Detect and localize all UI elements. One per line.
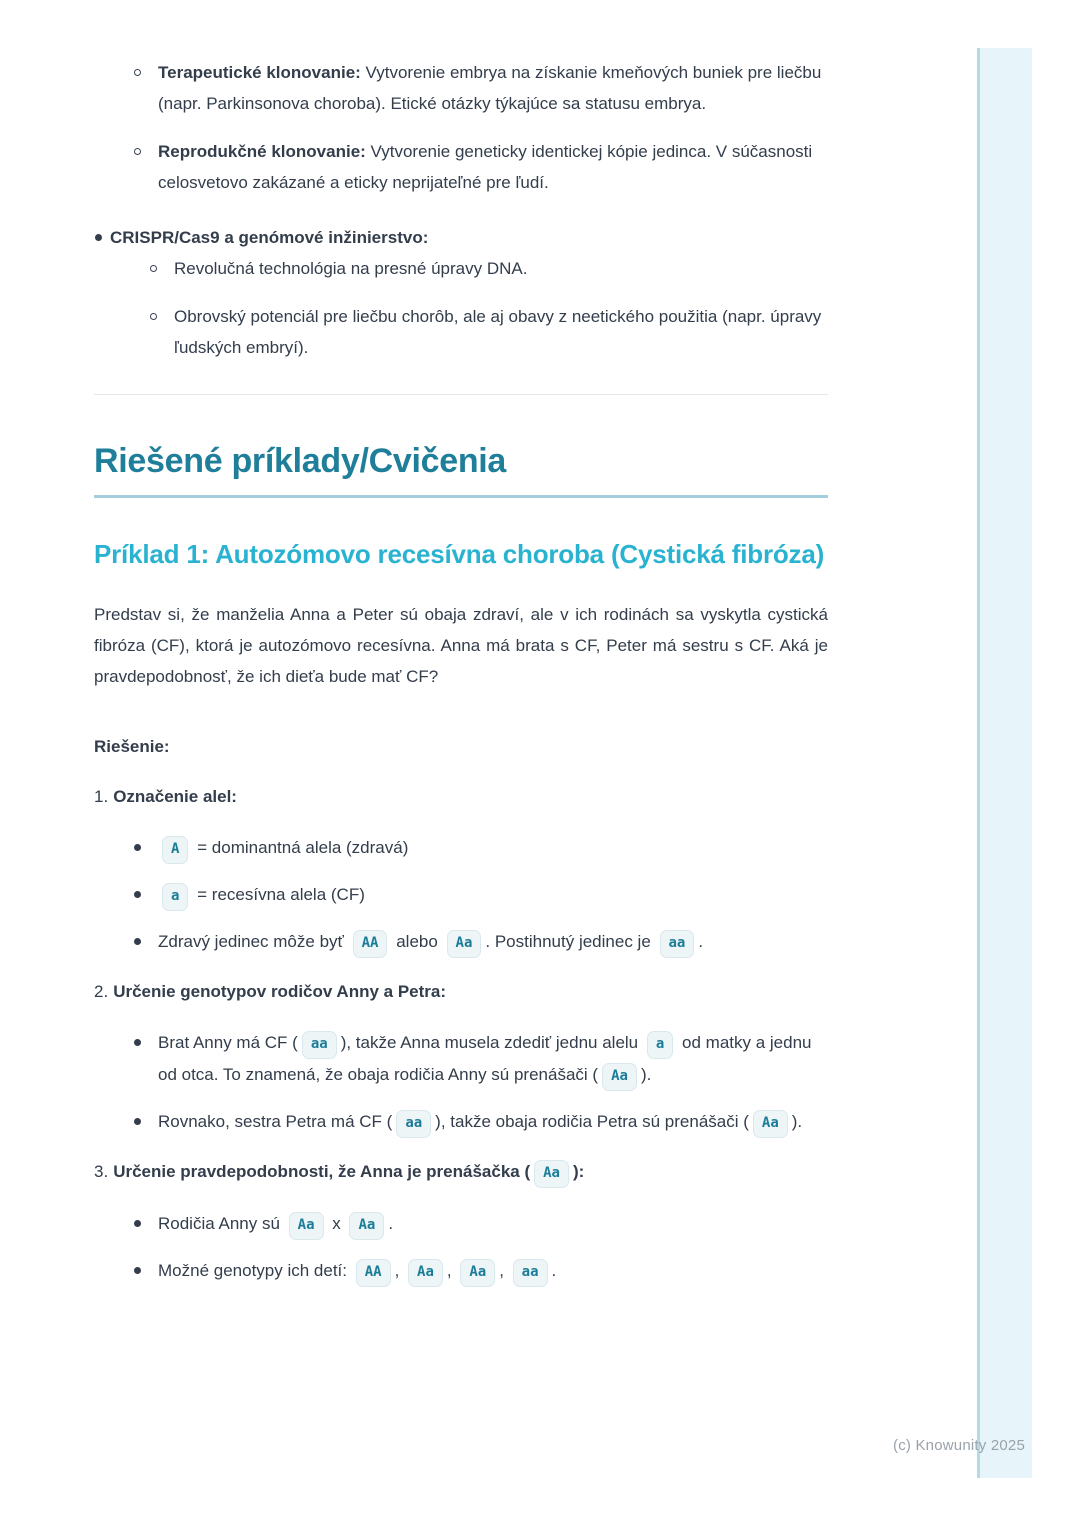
list-item-text: A = dominantná alela (zdravá) (158, 838, 408, 857)
cloning-types-list (94, 57, 828, 198)
bold-text: ): (572, 1162, 585, 1181)
solution-label: Riešenie: (94, 737, 170, 756)
genotype-code-badge: AA (353, 930, 388, 958)
solution-step-1 (94, 781, 828, 958)
step-2-bullets (94, 1027, 828, 1138)
example1-intro-paragraph: Predstav si, že manželia Anna a Peter sú obaja zdraví, ale v ich rodinách sa vyskytla cystická fibróza (CF), ktorá je autozómovo recesívna. Anna má brata s CF, Peter má sestru s CF. Aká je pravdepodobnosť, že ich dieťa bude mať CF? (94, 605, 828, 686)
list-item-text: Brat Anny má CF ( aa ), takže Anna musela zdediť jednu alelu a od matky a jednu od otca. To znamená, že obaja rodičia Anny sú prenášači ( Aa ). (158, 1033, 812, 1084)
list-item-text: Rodičia Anny sú Aa x Aa . (158, 1214, 393, 1233)
genotype-code-badge: Aa (602, 1063, 637, 1091)
section-divider (94, 394, 828, 395)
list-item (94, 1027, 828, 1091)
disc-bullet-icon (134, 1039, 141, 1046)
bold-text: Terapeutické klonovanie: (158, 63, 361, 82)
genotype-code-badge: Aa (447, 930, 482, 958)
list-item (94, 1106, 828, 1138)
circle-bullet-icon (134, 148, 141, 155)
bold-text: Označenie alel: (113, 787, 237, 806)
bold-text: Určenie genotypov rodičov Anny a Petra: (113, 982, 447, 1001)
step-1-title (94, 781, 828, 812)
copyright-notice: (c) Knowunity 2025 (893, 1437, 1026, 1454)
list-item-therapeutic-cloning (94, 57, 828, 119)
list-item-text: a = recesívna alela (CF) (158, 885, 365, 904)
genotype-code-badge: Aa (408, 1259, 443, 1287)
list-item (94, 832, 828, 864)
genotype-code-badge: AA (356, 1259, 391, 1287)
genotype-code-badge: A (162, 836, 188, 864)
genotype-code-badge: aa (513, 1259, 548, 1287)
genotype-code-badge: Aa (753, 1110, 788, 1138)
step-2-title (94, 976, 828, 1007)
list-item (94, 926, 828, 958)
crispr-list (94, 222, 828, 363)
step-1-bullets (94, 832, 828, 958)
bold-text: Reprodukčné klonovanie: (158, 142, 366, 161)
crispr-title: CRISPR/Cas9 a genómové inžinierstvo: (110, 228, 429, 247)
step-3-bullets (94, 1208, 828, 1287)
list-item-reproductive-cloning (94, 136, 828, 198)
disc-bullet-icon (134, 1267, 141, 1274)
disc-bullet-icon (134, 844, 141, 851)
genotype-code-badge: aa (396, 1110, 431, 1138)
list-item-text: Obrovský potenciál pre liečbu chorôb, ale aj obavy z neetického použitia (napr. úpravy ľudských embryí). (174, 307, 822, 357)
crispr-sublist (110, 253, 828, 363)
list-item-crispr (94, 222, 828, 363)
list-item-text: Terapeutické klonovanie: Vytvorenie embrya na získanie kmeňových buniek pre liečbu (napr. Parkinsonova choroba). Etické otázky týkajúce sa statusu embrya. (158, 63, 822, 113)
list-item-text: Rovnako, sestra Petra má CF ( aa ), takže obaja rodičia Petra sú prenášači ( Aa ). (158, 1112, 802, 1131)
genotype-code-badge: aa (660, 930, 695, 958)
step-title-text (113, 1162, 584, 1181)
disc-bullet-icon (134, 938, 141, 945)
step-3-title (94, 1156, 828, 1188)
step-number: 3. (94, 1162, 109, 1181)
solution-step-3 (94, 1156, 828, 1287)
solution-step-2 (94, 976, 828, 1138)
genotype-code-badge: a (162, 883, 188, 911)
list-item-text: Reprodukčné klonovanie: Vytvorenie geneticky identickej kópie jedinca. V súčasnosti celosvetovo zakázané a eticky neprijateľné pre ľudí. (158, 142, 813, 192)
circle-bullet-icon (150, 313, 157, 320)
step-number: 1. (94, 787, 109, 806)
genotype-code-badge: Aa (349, 1212, 384, 1240)
list-item (94, 1208, 828, 1240)
list-item-text: Zdravý jedinec môže byť AA alebo Aa . Postihnutý jedinec je aa . (158, 932, 703, 951)
genotype-code-badge: Aa (289, 1212, 324, 1240)
solution-steps (94, 781, 828, 1287)
list-item-text: Možné genotypy ich detí: AA , Aa , Aa , aa . (158, 1261, 556, 1280)
genotype-code-badge: a (647, 1031, 673, 1059)
circle-bullet-icon (134, 69, 141, 76)
disc-bullet-icon (134, 1118, 141, 1125)
step-title-text (113, 982, 446, 1001)
list-item-crispr-sub2 (110, 301, 828, 363)
disc-bullet-icon (134, 891, 141, 898)
disc-bullet-icon (95, 234, 102, 241)
section-heading: Riešené príklady/Cvičenia (94, 441, 828, 498)
genotype-code-badge: aa (302, 1031, 337, 1059)
step-number: 2. (94, 982, 109, 1001)
genotype-code-badge: Aa (460, 1259, 495, 1287)
bold-text: Určenie pravdepodobnosti, že Anna je prenášačka ( (113, 1162, 531, 1181)
document-content (94, 0, 828, 1305)
step-title-text (113, 787, 237, 806)
list-item-crispr-sub1 (110, 253, 828, 284)
example1-heading: Príklad 1: Autozómovo recesívna choroba (Cystická fibróza) (94, 539, 825, 569)
genotype-code-badge: Aa (534, 1160, 569, 1188)
circle-bullet-icon (150, 265, 157, 272)
list-item (94, 879, 828, 911)
list-item-text: Revolučná technológia na presné úpravy DNA. (174, 259, 528, 278)
right-accent-bar (977, 48, 1032, 1478)
list-item (94, 1255, 828, 1287)
disc-bullet-icon (134, 1220, 141, 1227)
